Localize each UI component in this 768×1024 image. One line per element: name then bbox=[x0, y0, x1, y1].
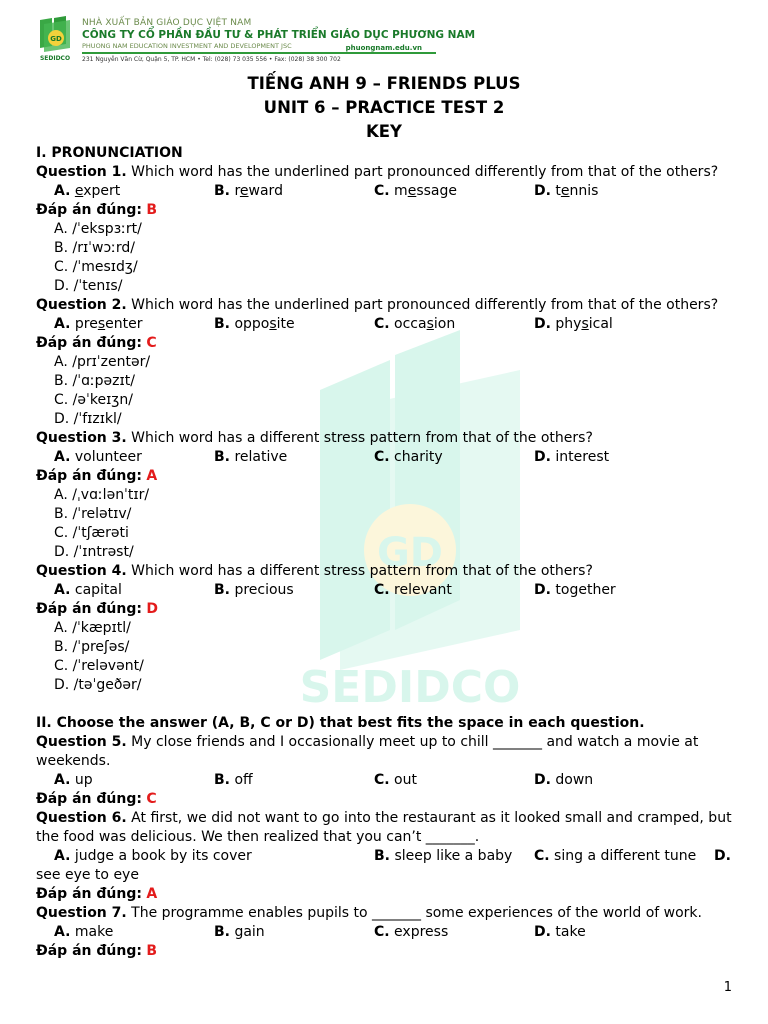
question-text: At first, we did not want to go into the restaurant as it looked small and cramped, but bbox=[126, 810, 732, 826]
question-1 bbox=[36, 163, 736, 182]
question-3 bbox=[36, 429, 736, 448]
spacer bbox=[36, 695, 736, 714]
section-multiple-choice: II. Choose the answer (A, B, C or D) that best fits the space in each question. bbox=[36, 715, 645, 731]
option-c: C. charity bbox=[374, 449, 443, 465]
ipa-a: A. /ˈkæpɪtl/ bbox=[54, 620, 131, 636]
option-a: A. up bbox=[54, 772, 93, 788]
ipa-c: C. /ˈmesɪdʒ/ bbox=[54, 259, 138, 275]
question-5 bbox=[36, 733, 736, 752]
header-text bbox=[82, 18, 482, 64]
header-address-text: 231 Nguyễn Văn Cừ, Quận 5, TP. HCM • Tel: (028) 73 035 556 • Fax: (028) 38 300 702 bbox=[82, 56, 341, 63]
answer-label: Đáp án đúng: bbox=[36, 202, 142, 218]
q3-options bbox=[36, 448, 736, 467]
question-text: Which word has the underlined part pronounced differently from that of the others? bbox=[126, 164, 719, 180]
answer-q7 bbox=[36, 942, 736, 961]
ipa-c: C. /ˈtʃærəti bbox=[54, 525, 129, 541]
answer-label: Đáp án đúng: bbox=[36, 886, 142, 902]
option-a: A. capital bbox=[54, 582, 122, 598]
ipa-a: A. /ˌvɑːlənˈtɪr/ bbox=[54, 487, 150, 503]
sedidco-logo bbox=[36, 16, 74, 62]
answer-value: C bbox=[146, 335, 157, 351]
ipa-d: D. /ˈtenɪs/ bbox=[54, 278, 123, 294]
option-d: D. bbox=[714, 848, 731, 864]
ipa-d: D. /ˈfɪzɪkl/ bbox=[54, 411, 122, 427]
ipa-a: A. /ˈekspɜːrt/ bbox=[54, 221, 142, 237]
option-c: C. out bbox=[374, 772, 417, 788]
question-text: The programme enables pupils to _______ some experiences of the world of work. bbox=[126, 905, 702, 921]
option-a: A. judge a book by its cover bbox=[54, 848, 252, 864]
option-a: A. expert bbox=[54, 183, 121, 199]
option-d: D. interest bbox=[534, 449, 610, 465]
answer-q4 bbox=[36, 600, 736, 619]
option-a: A. make bbox=[54, 924, 114, 940]
question-text: Which word has the underlined part pronounced differently from that of the others? bbox=[126, 297, 719, 313]
question-6-cont: the food was delicious. We then realized that you can’t _______. bbox=[36, 829, 480, 845]
question-7 bbox=[36, 904, 736, 923]
option-c: C. message bbox=[374, 183, 457, 199]
ipa-b: B. /rɪˈwɔːrd/ bbox=[54, 240, 135, 256]
ipa-a: A. /prɪˈzentər/ bbox=[54, 354, 151, 370]
answer-q3 bbox=[36, 467, 736, 486]
answer-value: C bbox=[146, 791, 157, 807]
question-label: Question 3. bbox=[36, 430, 127, 446]
header-line-1: NHÀ XUẤT BẢN GIÁO DỤC VIỆT NAM bbox=[82, 18, 252, 28]
ipa-d: D. /ˈɪntrəst/ bbox=[54, 544, 134, 560]
question-label: Question 2. bbox=[36, 297, 127, 313]
doc-key-heading: KEY bbox=[365, 122, 402, 141]
doc-subtitle: UNIT 6 – PRACTICE TEST 2 bbox=[263, 98, 505, 117]
answer-q1 bbox=[36, 201, 736, 220]
svg-text:GD: GD bbox=[50, 35, 62, 43]
section-pronunciation: I. PRONUNCIATION bbox=[36, 145, 183, 161]
option-b: B. precious bbox=[214, 582, 294, 598]
q5-options bbox=[36, 771, 736, 790]
question-label: Question 4. bbox=[36, 563, 127, 579]
answer-value: B bbox=[146, 943, 158, 959]
option-a: A. volunteer bbox=[54, 449, 142, 465]
question-6 bbox=[36, 809, 736, 828]
ipa-d: D. /təˈgeðər/ bbox=[54, 677, 142, 693]
page-number: 1 bbox=[723, 980, 732, 995]
option-d: D. tennis bbox=[534, 183, 599, 199]
answer-label: Đáp án đúng: bbox=[36, 468, 142, 484]
question-label: Question 6. bbox=[36, 810, 127, 826]
answer-q6 bbox=[36, 885, 736, 904]
option-b: B. relative bbox=[214, 449, 288, 465]
option-b: B. reward bbox=[214, 183, 283, 199]
answer-label: Đáp án đúng: bbox=[36, 943, 142, 959]
question-label: Question 5. bbox=[36, 734, 127, 750]
ipa-b: B. /ˈpreʃəs/ bbox=[54, 639, 130, 655]
q7-options bbox=[36, 923, 736, 942]
question-5-cont: weekends. bbox=[36, 753, 111, 769]
answer-label: Đáp án đúng: bbox=[36, 335, 142, 351]
q6-options bbox=[36, 847, 736, 866]
question-4 bbox=[36, 562, 736, 581]
option-d-text: see eye to eye bbox=[36, 867, 139, 883]
q2-options bbox=[36, 315, 736, 334]
doc-title: TIẾNG ANH 9 – FRIENDS PLUS bbox=[247, 74, 521, 93]
option-c: C. relevant bbox=[374, 582, 452, 598]
option-a: A. presenter bbox=[54, 316, 143, 332]
test-content bbox=[36, 144, 736, 961]
option-c: C. express bbox=[374, 924, 449, 940]
ipa-b: B. /ˈɑːpəzɪt/ bbox=[54, 373, 135, 389]
header-line-3: PHUONG NAM EDUCATION INVESTMENT AND DEVELOPMENT JSC bbox=[82, 42, 292, 50]
header-divider bbox=[82, 52, 436, 54]
q1-options bbox=[36, 182, 736, 201]
answer-value: A bbox=[146, 468, 158, 484]
option-b: B. sleep like a baby bbox=[374, 848, 513, 864]
q4-options bbox=[36, 581, 736, 600]
option-c: C. occasion bbox=[374, 316, 456, 332]
question-label: Question 7. bbox=[36, 905, 127, 921]
option-b: B. off bbox=[214, 772, 253, 788]
svg-text:SEDIDCO: SEDIDCO bbox=[300, 662, 521, 710]
answer-q2 bbox=[36, 334, 736, 353]
question-2 bbox=[36, 296, 736, 315]
header-website[interactable]: phuongnam.edu.vn bbox=[345, 44, 422, 52]
question-text: Which word has a different stress pattern from that of the others? bbox=[126, 430, 593, 446]
answer-label: Đáp án đúng: bbox=[36, 601, 142, 617]
ipa-b: B. /ˈrelətɪv/ bbox=[54, 506, 132, 522]
svg-text:GD: GD bbox=[376, 530, 444, 576]
option-d: D. physical bbox=[534, 316, 613, 332]
option-d: D. down bbox=[534, 772, 594, 788]
header-line-2: CÔNG TY CỔ PHẦN ĐẦU TƯ & PHÁT TRIỂN GIÁO DỤC PHƯƠNG NAM bbox=[82, 29, 476, 41]
answer-value: D bbox=[146, 601, 159, 617]
question-text: Which word has a different stress pattern from that of the others? bbox=[126, 563, 593, 579]
option-d: D. together bbox=[534, 582, 616, 598]
option-c: C. sing a different tune bbox=[534, 848, 697, 864]
answer-value: A bbox=[146, 886, 158, 902]
option-b: B. opposite bbox=[214, 316, 295, 332]
publisher-header bbox=[36, 16, 476, 66]
ipa-c: C. /ˈreləvənt/ bbox=[54, 658, 144, 674]
answer-value: B bbox=[146, 202, 158, 218]
answer-label: Đáp án đúng: bbox=[36, 791, 142, 807]
option-d: D. take bbox=[534, 924, 586, 940]
question-text: My close friends and I occasionally meet up to chill _______ and watch a movie at bbox=[126, 734, 699, 750]
answer-q5 bbox=[36, 790, 736, 809]
question-label: Question 1. bbox=[36, 164, 127, 180]
logo-text: SEDIDCO bbox=[39, 55, 71, 62]
ipa-c: C. /əˈkeɪʒn/ bbox=[54, 392, 133, 408]
option-b: B. gain bbox=[214, 924, 265, 940]
